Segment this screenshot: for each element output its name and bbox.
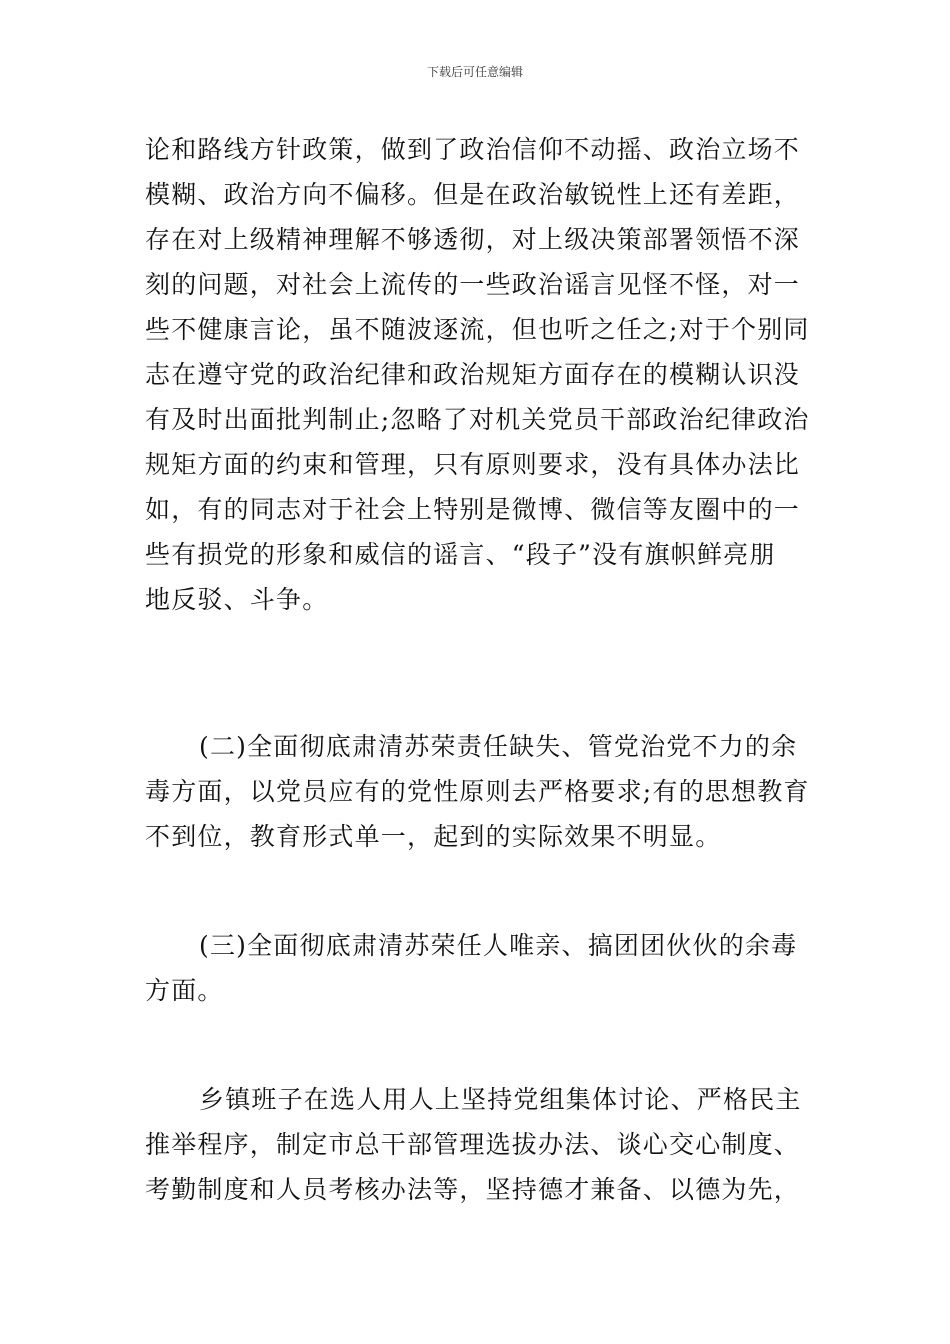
text-line: 规矩方面的约束和管理，只有原则要求，没有具体办法比: [145, 450, 801, 479]
text-line: 有及时出面批判制止;忽略了对机关党员干部政治纪律政治: [145, 405, 810, 434]
text-line: 如，有的同志对于社会上特别是微博、微信等友圈中的一: [145, 495, 801, 524]
text-line: 乡镇班子在选人用人上坚持党组集体讨论、严格民主: [199, 1085, 802, 1114]
text-line: 论和路线方针政策，做到了政治信仰不动摇、政治立场不: [145, 135, 801, 164]
paragraph-1: [145, 127, 809, 622]
text-line: 推举程序，制定市总干部管理选拔办法、谈心交心制度、: [145, 1130, 801, 1159]
text-line: 地反驳、斗争。: [145, 585, 329, 614]
text-line: 些有损党的形象和威信的谣言、“段子”没有旗帜鲜亮朋: [145, 540, 776, 569]
page-header: 下载后可任意编辑: [426, 65, 523, 79]
text-line: 考勤制度和人员考核办法等，坚持德才兼备、以德为先，: [145, 1175, 801, 1204]
text-line: 不到位，教育形式单一，起到的实际效果不明显。: [145, 822, 722, 851]
text-line: 方面。: [145, 976, 224, 1005]
text-line: (三)全面彻底肃清苏荣任人唯亲、搞团团伙伙的余毒: [199, 931, 798, 960]
paragraph-2: [145, 724, 809, 859]
paragraph-3: [145, 923, 809, 1013]
text-line: 模糊、政治方向不偏移。但是在政治敏锐性上还有差距，: [145, 180, 801, 209]
text-line: 志在遵守党的政治纪律和政治规矩方面存在的模糊认识没: [145, 360, 801, 389]
text-line: (二)全面彻底肃清苏荣责任缺失、管党治党不力的余: [199, 732, 798, 761]
text-line: 刻的问题，对社会上流传的一些政治谣言见怪不怪，对一: [145, 270, 801, 299]
text-line: 存在对上级精神理解不够透彻，对上级决策部署领悟不深: [145, 225, 801, 254]
paragraph-4: [145, 1077, 809, 1212]
text-line: 毒方面，以党员应有的党性原则去严格要求;有的思想教育: [145, 777, 810, 806]
text-line: 些不健康言论，虽不随波逐流，但也听之任之;对于个别同: [145, 315, 810, 344]
